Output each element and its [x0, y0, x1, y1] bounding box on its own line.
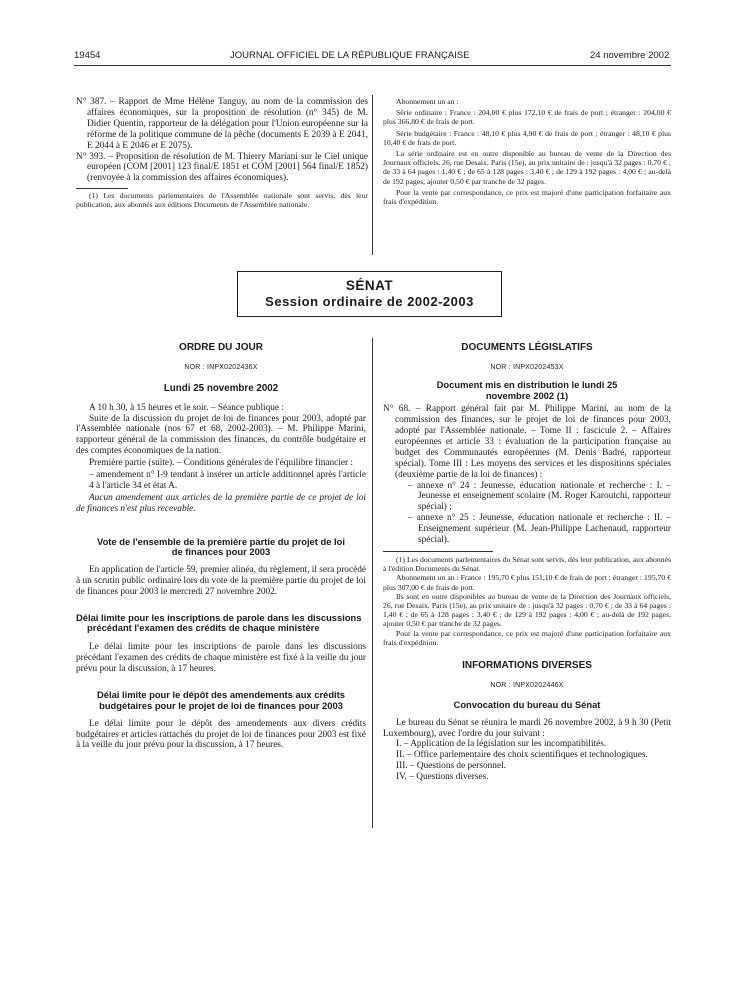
annexe-25: – annexe n° 25 : Jeunesse, éducation nationale et recherche : II. – Enseignement supérieur (M. Jean-Philippe Lachenaud, rapporteur spécial).	[408, 513, 671, 546]
abonnement-label: Abonnement un an :	[396, 97, 459, 106]
senat-correspondance: Pour la vente par correspondance, ce prix est majoré d'une participation forfaitaire aux frais d'expédition.	[383, 628, 671, 647]
delai-amendements-text: Le délai limite pour le dépôt des amendements aux divers crédits budgétaires et articles rattachés du projet de loi de finances pour 2003 est fixé à la veille du jour prévu pour la discussion, à 17 heures.	[76, 718, 366, 751]
suite-discussion: Suite de la discussion du projet de loi de finances pour 2003, adopté par l'Assemblée nationale (nos 67 et 68, 2002-2003). – M. Philippe Marini, rapporteur général de la commission des finances, du contrôle budgétaire et des comptes économiques de la nation.	[76, 413, 366, 457]
delai-parole-text: Le délai limite pour les inscriptions de parole dans les discussions précédant l'examen des crédits de chaque ministère est fixé à la veille du jour prévu pour la discussion, à 17 heures.	[76, 641, 366, 674]
ordre-du-jour-column	[76, 342, 366, 751]
column-divider-top	[372, 95, 373, 255]
premiere-partie: Première partie (suite). – Conditions générales de l'équilibre financier :	[89, 458, 353, 469]
ordre-du-jour-heading: ORDRE DU JOUR	[179, 342, 263, 353]
convocation-heading: Convocation du bureau du Sénat	[453, 699, 601, 710]
serie-ordinaire: Série ordinaire : France : 204,00 € plus 172,10 € de frais de port ; étranger : 204,00 € plus 366,80 € de frais de port.	[383, 108, 671, 127]
ordre-item-4: IV. – Questions diverses.	[396, 772, 489, 783]
journal-title: JOURNAL OFFICIEL DE LA RÉPUBLIQUE FRANÇAISE	[230, 50, 470, 61]
ordre-item-1: I. – Application de la législation sur les incompatibilités.	[396, 739, 607, 750]
vote-heading: Vote de l'ensemble de la première partie du projet de loi de finances pour 2003	[97, 535, 345, 558]
senat-abonnement: Abonnement un an : France : 195,70 € plus 151,10 € de frais de port ; étranger : 195,70 € plus 307,00 € de frais de port.	[383, 573, 671, 592]
footnote-rule	[76, 188, 128, 189]
date-heading: Lundi 25 novembre 2002	[163, 383, 279, 394]
aucun-amendement-note: Aucun amendement aux articles de la première partie de ce projet de loi de finances n'est plus recevable.	[76, 492, 366, 514]
vote-text: En application de l'article 59, premier alinéa, du règlement, il sera procédé à un scrutin public ordinaire lors du vote de la première partie du projet de loi de finances pour 2003 le mercredi 27 novembre 2002.	[76, 564, 366, 597]
documents-legislatifs-column	[383, 342, 671, 783]
convocation-text: Le bureau du Sénat se réunira le mardi 26 novembre 2002, à 9 h 30 (Petit Luxembourg), avec l'ordre du jour suivant :	[383, 717, 671, 739]
document-distribution-heading: Document mis en distribution le lundi 25 novembre 2002 (1)	[436, 379, 618, 401]
ordre-item-3: III. – Questions de personnel.	[396, 761, 506, 772]
senat-footnote: (1) Les documents parlementaires du Sénat sont servis, dès leur publication, aux abonnés à l'édition Documents du Sénat.	[383, 554, 671, 574]
header-rule	[74, 65, 671, 66]
senat-title: SÉNAT	[345, 278, 394, 293]
header-date: 24 novembre 2002	[590, 50, 670, 61]
session-title: Session ordinaire de 2002-2003	[265, 294, 474, 309]
item-68: N° 68. – Rapport général fait par M. Philippe Marini, au nom de la commission des finances, sur le projet de loi de finances pour 2003, adopté par l'Assemblée nationale. – Tome II : fascicule 2. – Affaires européennes et article 33 : évaluation de la participation française au budget des Communautés européennes (M. Denis Badré, rapporteur spécial). Tome III : Les moyens des services et les dispositions spéciales (deuxième partie de la loi de finances) :	[383, 404, 671, 480]
senat-vente: Ils sont en outre disponibles au bureau de vente de la Direction des Journaux officiels, 26, rue Desaix, Paris (15e), au prix unitaire de : jusqu'à 32 pages : 0,70 € ; de 33 à 64 pages : 1,40 € ; de 65 à 128 pages : 3,40 € ; de 129 à 192 pages : 4,00 € ; au-delà de 192 pages, ajouter 0,50 € par tranche de 32 pages.	[383, 591, 671, 629]
assemblee-items	[76, 97, 368, 210]
column-divider-main	[372, 338, 373, 828]
annexe-24: – annexe n° 24 : Jeunesse, éducation nationale et recherche : I. – Jeunesse et enseignement scolaire (M. Roger Karoutchi, rapporteur spécial) ;	[408, 480, 671, 513]
vente-info: La série ordinaire est en outre disponible au bureau de vente de la Direction des Journaux officiels, 26, rue Desaix, Paris (15e), au prix unitaire de : jusqu'à 32 pages : 0,70 € ; de 33 à 64 pages : 1,40 € ; de 65 à 128 pages : 3,40 € ; de 129 à 192 pages : 4,00 € ; au-delà de 192 pages, ajouter 0,50 € par tranche de 32 pages.	[383, 149, 671, 186]
delai-parole-heading: Délai limite pour les inscriptions de parole dans les discussions précédant l'examen des crédits de chaque ministère	[76, 611, 362, 634]
seance-line: A 10 h 30, à 15 heures et le soir. – Séance publique :	[89, 402, 284, 413]
informations-diverses-heading: INFORMATIONS DIVERSES	[462, 660, 592, 671]
senat-session-box	[237, 271, 502, 317]
delai-amendements-heading: Délai limite pour le dépôt des amendements aux crédits budgétaires pour le projet de loi de finances pour 2003	[97, 689, 345, 712]
assemblee-footnote: (1) Les documents parlementaires de l'Assemblée nationale sont servis, dès leur publication, aux abonnés aux éditions Documents de l'Assemblée nationale.	[76, 191, 368, 210]
nor-documents: NOR : INPX0202453X	[490, 364, 564, 371]
amendement-item: – amendement n° I-9 tendant à insérer un article additionnel après l'article 4 à l'article 34 et état A.	[89, 470, 366, 491]
abonnement-info	[383, 97, 671, 206]
item-393: N° 393. – Proposition de résolution de M. Thierry Mariani sur le Ciel unique européen (COM [2001] 123 final/E 1851 et COM [2001] 564 final/E 1852) (renvoyée à la commission des affaires économiques).	[76, 151, 368, 184]
page-number: 19454	[74, 50, 101, 61]
nor-informations: NOR : INPX0202446X	[490, 682, 564, 689]
item-387: N° 387. – Rapport de Mme Hélène Tanguy, au nom de la commission des affaires économiques, sur la proposition de résolution (n° 345) de M. Didier Quentin, rapporteur de la délégation pour l'Union européenne sur la réforme de la politique commune de la pêche (documents E 2039 à E 2041, E 2044 à E 2046 et E 2075).	[76, 97, 368, 151]
documents-legislatifs-heading: DOCUMENTS LÉGISLATIFS	[461, 342, 593, 353]
nor-ordre: NOR : INPX0202436X	[184, 364, 258, 371]
correspondance-info: Pour la vente par correspondance, ce prix est majoré d'une participation forfaitaire aux frais d'expédition.	[383, 187, 671, 207]
footnote-rule-senat	[383, 551, 493, 552]
serie-budgetaire: Série budgétaire : France : 48,10 € plus 4,90 € de frais de port ; étranger : 48,10 € plus 10,40 € de frais de port.	[383, 128, 671, 147]
ordre-item-2: II. – Office parlementaire des choix scientifiques et technologiques.	[396, 750, 648, 761]
